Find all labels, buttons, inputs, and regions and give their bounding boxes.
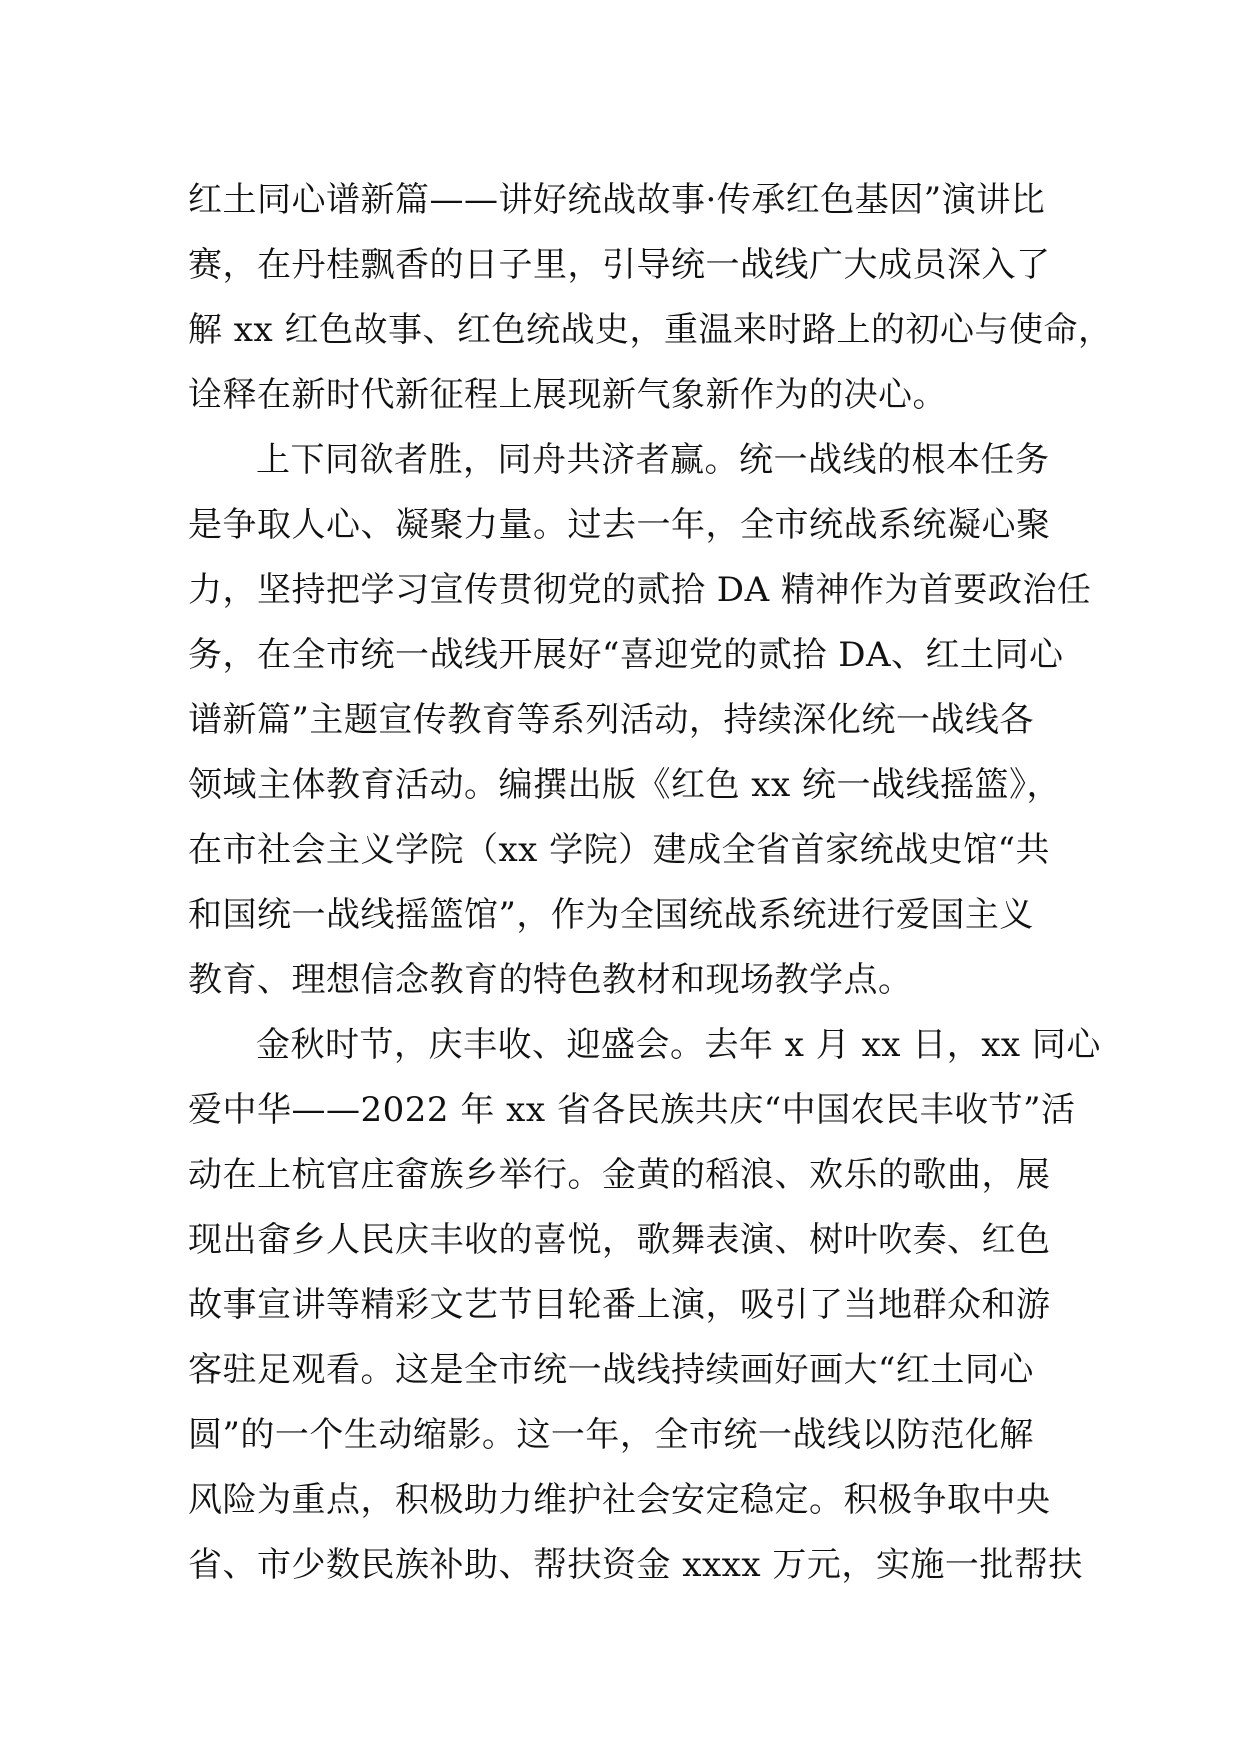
text-line: 解 xx 红色故事、红色统战史，重温来时路上的初心与使命， xyxy=(188,310,1113,350)
text-line: 谱新篇”主题宣传教育等系列活动，持续深化统一战线各 xyxy=(188,700,1034,740)
text-line: 动在上杭官庄畲族乡举行。金黄的稻浪、欢乐的歌曲，展 xyxy=(188,1155,1051,1195)
text-line: 圆”的一个生动缩影。这一年，全市统一战线以防范化解 xyxy=(188,1415,1034,1455)
text-line: 在市社会主义学院（xx 学院）建成全省首家统战史馆“共 xyxy=(188,830,1051,870)
paragraph-2 xyxy=(188,428,1092,1013)
text-line: 赛，在丹桂飘香的日子里，引导统一战线广大成员深入了 xyxy=(188,245,1051,285)
text-line: 客驻足观看。这是全市统一战线持续画好画大“红土同心 xyxy=(188,1350,1034,1390)
text-line: 教育、理想信念教育的特色教材和现场教学点。 xyxy=(188,960,913,1000)
text-line: 和国统一战线摇篮馆”，作为全国统战系统进行爱国主义 xyxy=(188,895,1034,935)
text-line: 是争取人心、凝聚力量。过去一年，全市统战系统凝心聚 xyxy=(188,505,1051,545)
text-line: 省、市少数民族补助、帮扶资金 xxxx 万元，实施一批帮扶 xyxy=(188,1545,1083,1585)
text-line: 爱中华——2022 年 xx 省各民族共庆“中国农民丰收节”活 xyxy=(188,1090,1076,1130)
paragraph-1 xyxy=(188,168,1113,428)
text-line: 风险为重点，积极助力维护社会安定稳定。积极争取中央 xyxy=(188,1480,1051,1520)
text-line: 务，在全市统一战线开展好“喜迎党的贰拾 DA、红土同心 xyxy=(188,635,1064,675)
text-line: 领域主体教育活动。编撰出版《红色 xx 统一战线摇篮》， xyxy=(188,765,1061,805)
text-line: 力，坚持把学习宣传贯彻党的贰拾 DA 精神作为首要政治任 xyxy=(188,570,1092,610)
paragraph-3 xyxy=(188,1013,1101,1598)
text-line: 红土同心谱新篇——讲好统战故事·传承红色基因”演讲比 xyxy=(188,180,1046,220)
text-line: 上下同欲者胜，同舟共济者赢。统一战线的根本任务 xyxy=(256,440,1050,480)
text-line: 现出畲乡人民庆丰收的喜悦，歌舞表演、树叶吹奏、红色 xyxy=(188,1220,1051,1260)
text-line: 故事宣讲等精彩文艺节目轮番上演，吸引了当地群众和游 xyxy=(188,1285,1051,1325)
document-body xyxy=(188,168,1113,1598)
text-line: 金秋时节，庆丰收、迎盛会。去年 x 月 xx 日，xx 同心 xyxy=(256,1025,1101,1065)
text-line: 诠释在新时代新征程上展现新气象新作为的决心。 xyxy=(188,375,947,415)
